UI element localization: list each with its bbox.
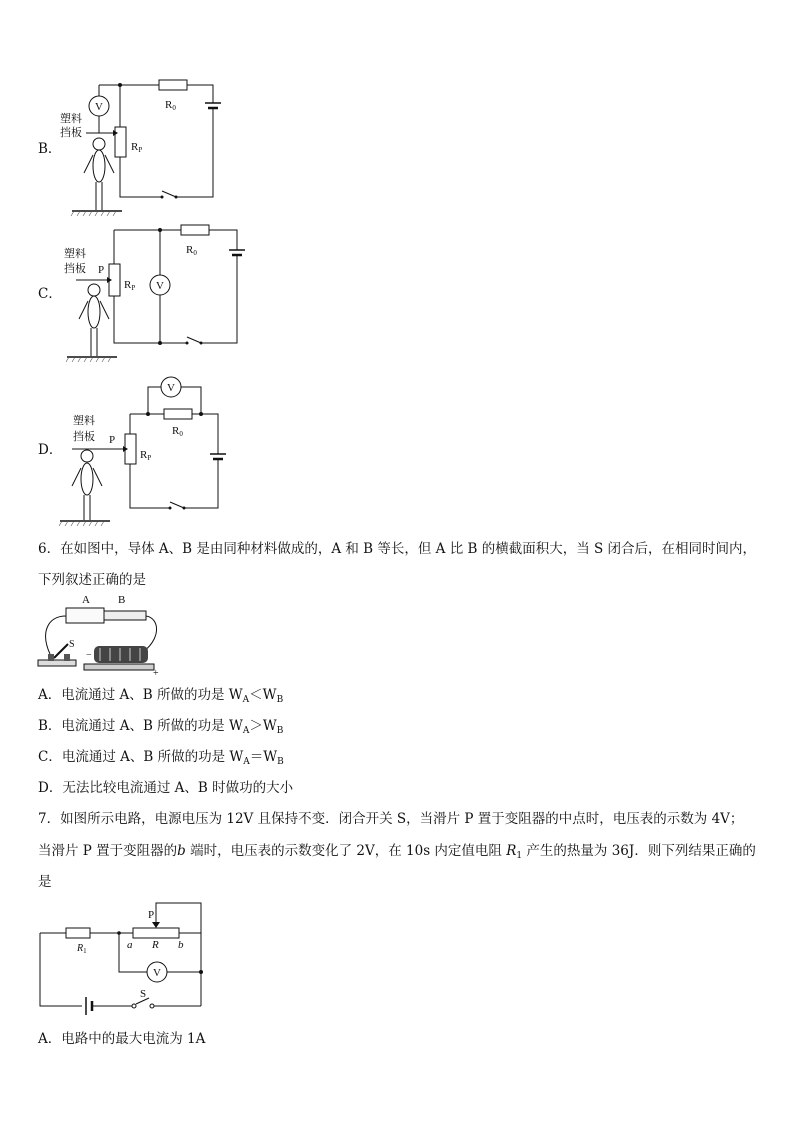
- plastic-label-2: 挡板: [60, 126, 82, 139]
- plastic-label-2: 挡板: [64, 262, 86, 275]
- svg-text:−: −: [86, 650, 92, 661]
- battery-figure: [94, 646, 148, 663]
- option-b-letter: B．: [38, 141, 62, 157]
- label-s: S: [69, 639, 75, 650]
- r0-label: R0: [172, 425, 183, 438]
- circuit-diagram-c: [56, 222, 246, 367]
- r0-label: R0: [165, 99, 176, 112]
- option-c-letter: C．: [38, 286, 62, 302]
- q6-stem-line2: 下列叙述正确的是: [38, 572, 146, 588]
- svg-text:+: +: [153, 668, 159, 679]
- q6-stem-line1: 6．在如图中，导体 A、B 是由同种材料做成的，A 和 B 等长，但 A 比 B 的横截面积大，当 S 闭合后，在相同时间内，: [38, 541, 757, 557]
- circuit-diagram-d: [56, 372, 236, 527]
- q7-circuit-diagram: [36, 900, 216, 1012]
- q7-stem-line1: 7．如图所示电路，电源电压为 12V 且保持不变．闭合开关 S，当滑片 P 置于变阻器的中点时，电压表的示数为 4V；: [38, 811, 744, 827]
- switch-figure: [48, 644, 70, 661]
- voltmeter-label: V: [95, 101, 103, 113]
- voltmeter-label: V: [167, 382, 175, 394]
- plastic-label-2: 挡板: [73, 430, 95, 443]
- q6-option-d: D．无法比较电流通过 A、B 时做功的大小: [38, 780, 294, 796]
- r1-label: $R_1$: [77, 943, 87, 955]
- plastic-label-1: 塑料: [64, 247, 86, 260]
- slider-label: P: [148, 909, 155, 921]
- plastic-label-1: 塑料: [60, 112, 82, 125]
- label-a: A: [82, 594, 90, 606]
- slider-label: P: [98, 264, 105, 276]
- q6-option-c: C．电流通过 A、B 所做的功是 $W_A=W_B$: [38, 749, 284, 767]
- q7-stem-line2: 当滑片 P 置于变阻器的b 端时，电压表的示数变化了 2V，在 10s 内定值电阻 $R_1$ 产生的热量为 36J．则下列结果正确的: [38, 843, 756, 861]
- rp-label: RP: [131, 141, 143, 154]
- end-b-label: b: [178, 939, 184, 951]
- end-a-label: a: [127, 939, 133, 951]
- q7-stem-line3: 是: [38, 874, 52, 890]
- voltmeter-label: V: [153, 967, 161, 979]
- option-d-letter: D．: [38, 442, 63, 458]
- plastic-label-1: 塑料: [73, 414, 95, 427]
- q6-option-a: A．电流通过 A、B 所做的功是 $W_A<W_B$: [38, 687, 284, 705]
- slider-label: P: [109, 434, 116, 446]
- conductor-figure: [36, 592, 171, 677]
- rheostat-label: R: [152, 939, 159, 951]
- q7-option-a: A．电路中的最大电流为 1A: [38, 1031, 206, 1047]
- rp-label: RP: [124, 279, 136, 292]
- rp-label: RP: [140, 449, 152, 462]
- q6-option-b: B．电流通过 A、B 所做的功是 $W_A>W_B$: [38, 718, 284, 736]
- circuit-diagram-b: [56, 75, 226, 220]
- switch-label: S: [140, 988, 147, 1000]
- label-b: B: [118, 594, 126, 606]
- voltmeter-label: V: [156, 280, 164, 292]
- r0-label: R0: [186, 244, 197, 257]
